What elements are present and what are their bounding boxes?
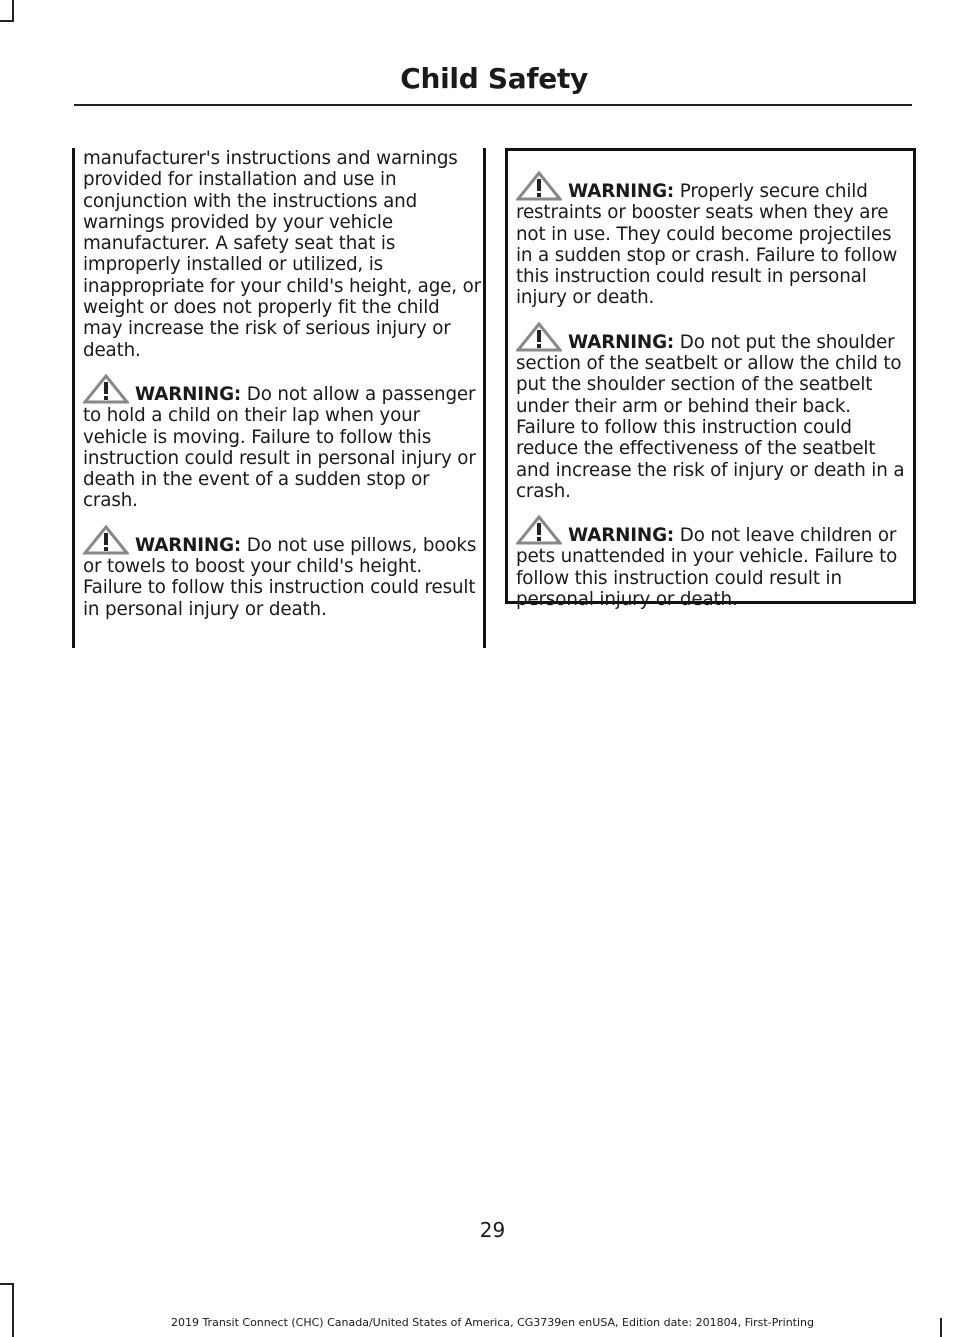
- title-divider: [74, 104, 912, 106]
- warning-triangle-icon: [516, 171, 562, 201]
- warning-text: Do not use pillows, books or towels to boost your child's height. Failure to follow this instruction could result in personal injury or death.: [83, 534, 477, 620]
- warning-triangle-icon: [83, 374, 129, 404]
- warning-unattended: [516, 515, 913, 610]
- warning-label: WARNING:: [135, 383, 242, 405]
- warning-label: WARNING:: [568, 331, 675, 353]
- warning-label: WARNING:: [568, 525, 675, 547]
- warning-text: Properly secure child restraints or booster seats when they are not in use. They could become projectiles in a sudden stop or crash. Failure to follow this instruction could result in personal injury or death.: [516, 181, 898, 309]
- intro-paragraph: manufacturer's instructions and warnings provided for installation and use in conjunction with the instructions and warnings provided by your vehicle manufacturer. A safety seat that is improperly installed or utilized, is inappropriate for your child's height, age, or weight or does not properly fit the child may increase the risk of serious injury or death.: [83, 148, 482, 361]
- warning-shoulder-belt: [516, 322, 913, 502]
- warning-passenger-lap: [83, 374, 483, 512]
- crop-mark-top-left: [0, 20, 14, 22]
- warning-text: Do not allow a passenger to hold a child on their lap when your vehicle is moving. Failure to follow this instruction could result in personal injury or death in the event of a sudden stop or crash.: [83, 383, 476, 512]
- warning-label: WARNING:: [568, 181, 675, 202]
- warning-label: WARNING:: [135, 534, 242, 556]
- warning-triangle-icon: [516, 322, 562, 352]
- page-number: 29: [479, 1218, 506, 1242]
- crop-mark-bottom-left: [0, 1283, 14, 1285]
- crop-mark-top-left: [12, 0, 14, 22]
- warning-text: Do not put the shoulder section of the seatbelt or allow the child to put the shoulder section of the seatbelt under their arm or behind their back. Failure to follow this instruction could reduce the effectiveness of the seatbelt and increase the risk of injury or death in a crash.: [516, 331, 905, 502]
- warning-boost-height: [83, 525, 483, 620]
- footer-edition-info: 2019 Transit Connect (CHC) Canada/United States of America, CG3739en enUSA, Edition date: 201804, First-Printing: [170, 1316, 815, 1329]
- left-column: [72, 148, 486, 648]
- right-warning-box: [505, 148, 916, 611]
- warning-text: Do not leave children or pets unattended in your vehicle. Failure to follow this instruction could result in personal injury or death.: [516, 525, 898, 611]
- warning-triangle-icon: [83, 525, 129, 555]
- warning-secure-restraints: [516, 171, 913, 309]
- warning-triangle-icon: [516, 515, 562, 545]
- page-title: Child Safety: [400, 62, 588, 95]
